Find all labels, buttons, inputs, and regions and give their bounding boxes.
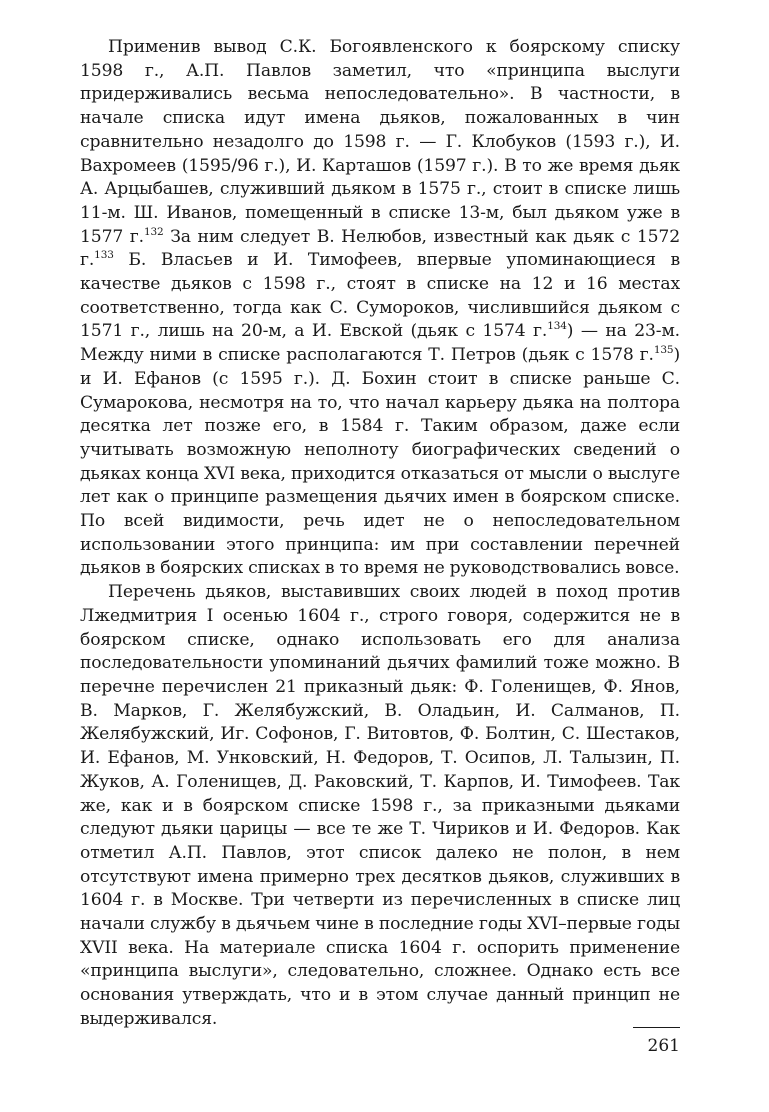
paragraph-text: Б. Власьев и И. Тимофеев, впервые упоминающиеся в качестве дьяков с 1598 г., стоят в списке на 12 и 16 местах соответственно, тогда как С. Сумороков, числившийся дьяком с 1571 г., лишь на 20-м, а И. Евской (дьяк с 1574 г.	[80, 250, 680, 342]
footnote-ref[interactable]: 133	[94, 249, 114, 262]
page-number-rule	[633, 1027, 680, 1028]
footnote-ref[interactable]: 135	[653, 344, 674, 357]
footnote-ref[interactable]: 132	[143, 225, 164, 238]
page-body	[80, 36, 680, 1032]
paragraph-text: За ним следует В. Нелюбов, известный как дьяк с 1572 г.	[80, 226, 680, 271]
page-number: 261	[647, 1036, 680, 1056]
paragraph-text: Перечень дьяков, выставивших своих людей в поход против Лжедмитрия I осенью 1604 г., строго говоря, содержится не в боярском списке, однако использовать его для анализа последовательности упоминаний дьячих фамилий тоже можно. В перечне перечислен 21 приказный дьяк: Ф. Голенищев, Ф. Янов, В. Марков, Г. Желябужский, В. Оладьин, И. Салманов, П. Желябужский, Иг. Софонов, Г. Витовтов, Ф. Болтин, С. Шестаков, И. Ефанов, М. Унковский, Н. Федоров, Т. Осипов, Л. Талызин, П. Жуков, А. Голенищев, Д. Раковский, Т. Карпов, И. Тимофеев. Так же, как и в боярском списке 1598 г., за приказными дьяками следуют дьяки царицы — все те же Т. Чириков и И. Федоров. Как отметил А.П. Павлов, этот список далеко не полон, в нем отсутствуют имена примерно трех десятков дьяков, служивших в 1604 г. в Москве. Три четверти из перечисленных в списке лиц начали службу в дьячьем чине в последние годы XVI–первые годы XVII века. На материале списка 1604 г. оспорить применение «принципа выслуги», следовательно, сложнее. Однако есть все основания утверждать, что и в этом случае данный принцип не выдерживался.	[80, 582, 680, 1029]
paragraph-text: ) и И. Ефанов (с 1595 г.). Д. Бохин стоит в списке раньше С. Сумарокова, несмотря на то, что начал карьеру дьяка на полтора десятка лет позже его, в 1584 г. Таким образом, даже если учитывать возможную неполноту биографических сведений о дьяках конца XVI века, приходится отказаться от мысли о выслуге лет как о принципе размещения дьячих имен в боярском списке. По всей видимости, речь идет не о непоследовательном использовании этого принципа: им при составлении перечней дьяков в боярских списках в то время не руководствовались вовсе.	[80, 345, 680, 579]
paragraph-1	[80, 36, 680, 581]
paragraph-2	[80, 581, 680, 1031]
footnote-ref[interactable]: 134	[547, 320, 567, 333]
paragraph-text: ) — на 23-м. Между ними в списке располагаются Т. Петров (дьяк с 1578 г.	[80, 321, 680, 366]
paragraph-text: Применив вывод С.К. Богоявленского к боярскому списку 1598 г., А.П. Павлов заметил, что «принципа выслуги придерживались весьма непоследовательно». В частности, в начале списка идут имена дьяков, пожалованных в чин сравнительно незадолго до 1598 г. — Г. Клобуков (1593 г.), И. Вахромеев (1595/96 г.), И. Карташов (1597 г.). В то же время дьяк А. Арцыбашев, служивший дьяком в 1575 г., стоит в списке лишь 11-м. Ш. Иванов, помещенный в списке 13-м, был дьяком уже в 1577 г.	[80, 37, 680, 247]
